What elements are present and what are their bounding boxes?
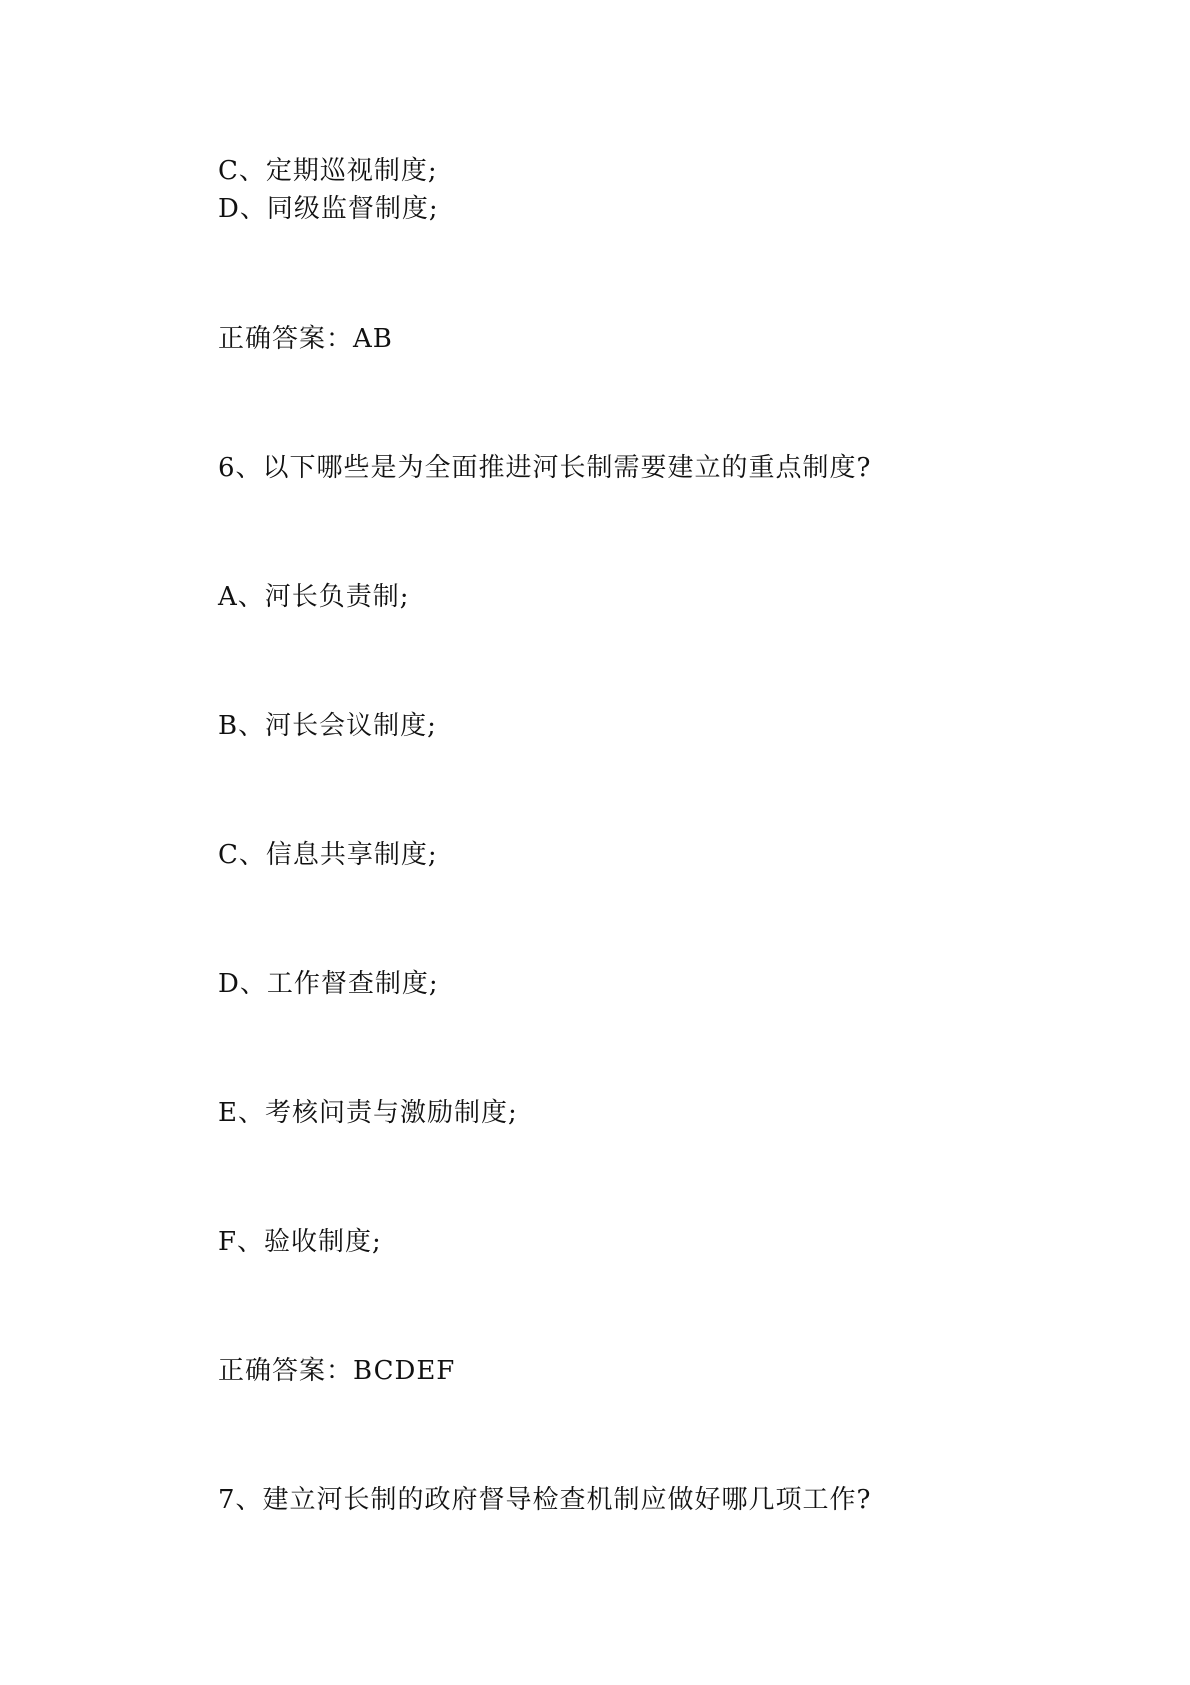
option-label: D、 [218, 969, 267, 999]
option-text: 验收制度; [264, 1227, 382, 1257]
option-item [218, 967, 439, 1001]
option-label: A、 [218, 582, 265, 612]
answer-line: 正确答案：BCDEF [218, 1356, 456, 1386]
question-title: 6、以下哪些是为全面推进河长制需要建立的重点制度? [218, 453, 872, 483]
option-text: 河长会议制度; [265, 711, 437, 741]
option-text: 河长负责制; [264, 582, 410, 612]
option-text: 考核问责与激励制度; [264, 1098, 518, 1128]
option-label: B、 [218, 711, 266, 741]
option-item [218, 838, 438, 872]
question-title: 7、建立河长制的政府督导检查机制应做好哪几项工作? [218, 1485, 872, 1515]
option-item [218, 580, 410, 614]
option-label: D、 [218, 194, 267, 224]
option-label: F、 [218, 1227, 265, 1257]
option-item [218, 1225, 382, 1259]
option-label: C、 [218, 840, 266, 870]
option-item [218, 154, 438, 188]
answer-line: 正确答案：AB [218, 324, 393, 354]
option-item [218, 1096, 518, 1130]
option-text: 定期巡视制度; [265, 156, 438, 186]
option-label: E、 [218, 1098, 265, 1128]
option-label: C、 [218, 156, 266, 186]
option-item [218, 192, 439, 226]
option-text: 同级监督制度; [266, 194, 439, 224]
option-text: 工作督查制度; [266, 969, 439, 999]
option-text: 信息共享制度; [265, 840, 438, 870]
option-item [218, 709, 437, 743]
